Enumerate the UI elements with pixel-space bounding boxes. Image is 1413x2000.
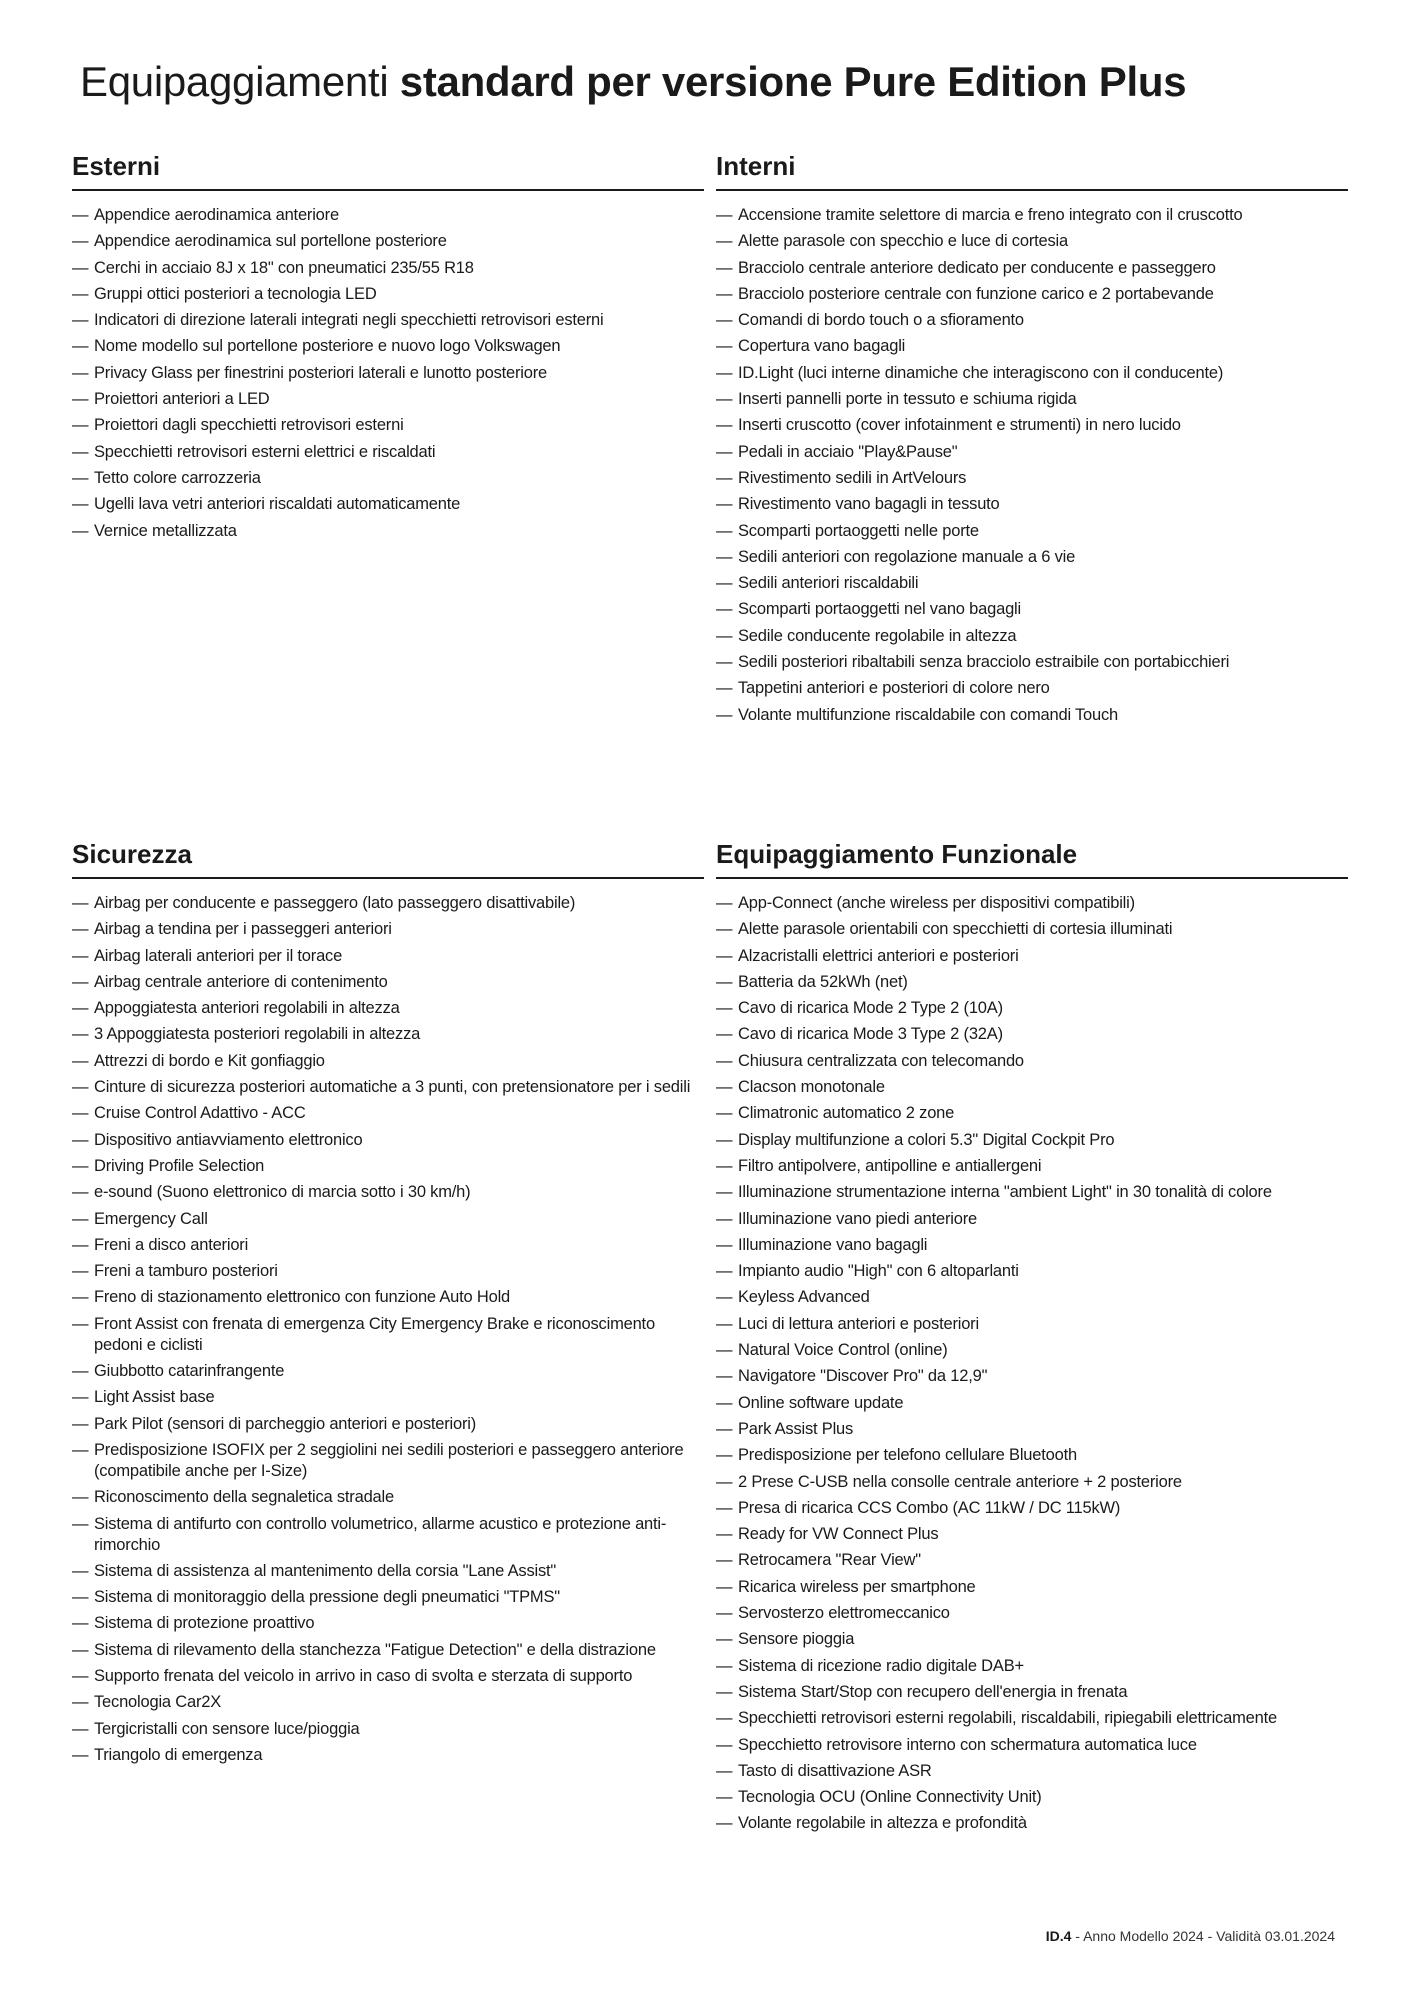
item-list [716,191,1348,726]
list-item: — Freno di stazionamento elettronico con funzione Auto Hold [72,1287,704,1308]
list-item: — Volante regolabile in altezza e profondità [716,1813,1348,1834]
list-item: — Keyless Advanced [716,1287,1348,1308]
list-item: — Bracciolo posteriore centrale con funzione carico e 2 portabevande [716,284,1348,305]
list-item: — e-sound (Suono elettronico di marcia sotto i 30 km/h) [72,1182,704,1203]
list-item: — Appendice aerodinamica sul portellone posteriore [72,231,704,252]
list-item: — Sistema di ricezione radio digitale DAB+ [716,1656,1348,1677]
list-item: — Filtro antipolvere, antipolline e antiallergeni [716,1156,1348,1177]
list-item: — Proiettori anteriori a LED [72,389,704,410]
list-item: — Privacy Glass per finestrini posteriori laterali e lunotto posteriore [72,363,704,384]
list-item: — Illuminazione vano piedi anteriore [716,1209,1348,1230]
list-item: — Airbag laterali anteriori per il torace [72,946,704,967]
item-list [72,879,704,1766]
list-item: — 2 Prese C-USB nella consolle centrale anteriore + 2 posteriore [716,1472,1348,1493]
list-item: — Ugelli lava vetri anteriori riscaldati automaticamente [72,494,704,515]
list-item: — Sistema di antifurto con controllo volumetrico, allarme acustico e protezione anti-rimorchio [72,1514,704,1556]
list-item: — Sistema di rilevamento della stanchezza "Fatigue Detection" e della distrazione [72,1640,704,1661]
list-item: — Online software update [716,1393,1348,1414]
list-item: — Giubbotto catarinfrangente [72,1361,704,1382]
list-item: — Airbag centrale anteriore di contenimento [72,972,704,993]
list-item: — Light Assist base [72,1387,704,1408]
section-heading: Interni [716,146,1348,191]
list-item: — Sedile conducente regolabile in altezza [716,626,1348,647]
section-esterni [72,146,704,547]
footer [1046,1928,1335,1944]
list-item: — Navigatore "Discover Pro" da 12,9" [716,1366,1348,1387]
list-item: — Indicatori di direzione laterali integrati negli specchietti retrovisori esterni [72,310,704,331]
list-item: — App-Connect (anche wireless per dispositivi compatibili) [716,893,1348,914]
footer-text: - Anno Modello 2024 - Validità 03.01.2024 [1071,1928,1335,1944]
list-item: — Clacson monotonale [716,1077,1348,1098]
list-item: — Tergicristalli con sensore luce/pioggia [72,1719,704,1740]
list-item: — Bracciolo centrale anteriore dedicato per conducente e passeggero [716,258,1348,279]
section-interni [716,146,1348,731]
list-item: — Accensione tramite selettore di marcia e freno integrato con il cruscotto [716,205,1348,226]
list-item: — ID.Light (luci interne dinamiche che interagiscono con il conducente) [716,363,1348,384]
list-item: — Ricarica wireless per smartphone [716,1577,1348,1598]
list-item: — Cavo di ricarica Mode 3 Type 2 (32A) [716,1024,1348,1045]
list-item: — Illuminazione strumentazione interna "ambient Light" in 30 tonalità di colore [716,1182,1348,1203]
list-item: — Sistema di assistenza al mantenimento della corsia "Lane Assist" [72,1561,704,1582]
list-item: — Cavo di ricarica Mode 2 Type 2 (10A) [716,998,1348,1019]
list-item: — Tecnologia Car2X [72,1692,704,1713]
list-item: — Proiettori dagli specchietti retrovisori esterni [72,415,704,436]
list-item: — Appoggiatesta anteriori regolabili in altezza [72,998,704,1019]
list-item: — Tappetini anteriori e posteriori di colore nero [716,678,1348,699]
list-item: — Climatronic automatico 2 zone [716,1103,1348,1124]
list-item: — Cerchi in acciaio 8J x 18" con pneumatici 235/55 R18 [72,258,704,279]
list-item: — Scomparti portaoggetti nelle porte [716,521,1348,542]
list-item: — Specchietto retrovisore interno con schermatura automatica luce [716,1735,1348,1756]
list-item: — Ready for VW Connect Plus [716,1524,1348,1545]
list-item: — Tecnologia OCU (Online Connectivity Unit) [716,1787,1348,1808]
section-sicurezza [72,834,704,1771]
list-item: — Sensore pioggia [716,1629,1348,1650]
list-item: — Retrocamera "Rear View" [716,1550,1348,1571]
section-heading: Equipaggiamento Funzionale [716,834,1348,879]
list-item: — Specchietti retrovisori esterni regolabili, riscaldabili, ripiegabili elettricamente [716,1708,1348,1729]
list-item: — Alette parasole orientabili con specchietti di cortesia illuminati [716,919,1348,940]
list-item: — Predisposizione per telefono cellulare Bluetooth [716,1445,1348,1466]
list-item: — Airbag a tendina per i passeggeri anteriori [72,919,704,940]
list-item: — Natural Voice Control (online) [716,1340,1348,1361]
list-item: — Supporto frenata del veicolo in arrivo in caso di svolta e sterzata di supporto [72,1666,704,1687]
footer-model: ID.4 [1045,1928,1072,1944]
list-item: — Sedili anteriori riscaldabili [716,573,1348,594]
list-item: — Front Assist con frenata di emergenza City Emergency Brake e riconoscimento pedoni e ciclisti [72,1314,704,1356]
list-item: — Attrezzi di bordo e Kit gonfiaggio [72,1051,704,1072]
page-title [80,52,1186,112]
list-item: — Comandi di bordo touch o a sfioramento [716,310,1348,331]
list-item: — Sedili anteriori con regolazione manuale a 6 vie [716,547,1348,568]
list-item: — 3 Appoggiatesta posteriori regolabili in altezza [72,1024,704,1045]
list-item: — Illuminazione vano bagagli [716,1235,1348,1256]
list-item: — Triangolo di emergenza [72,1745,704,1766]
list-item: — Sistema di protezione proattivo [72,1613,704,1634]
list-item: — Specchietti retrovisori esterni elettrici e riscaldati [72,442,704,463]
list-item: — Chiusura centralizzata con telecomando [716,1051,1348,1072]
list-item: — Copertura vano bagagli [716,336,1348,357]
list-item: — Alzacristalli elettrici anteriori e posteriori [716,946,1348,967]
list-item: — Sistema Start/Stop con recupero dell'energia in frenata [716,1682,1348,1703]
list-item: — Pedali in acciaio "Play&Pause" [716,442,1348,463]
section-equipaggiamento-funzionale [716,834,1348,1840]
page-title-light: Equipaggiamenti [80,58,400,105]
list-item: — Servosterzo elettromeccanico [716,1603,1348,1624]
list-item: — Sistema di monitoraggio della pressione degli pneumatici "TPMS" [72,1587,704,1608]
list-item: — Inserti pannelli porte in tessuto e schiuma rigida [716,389,1348,410]
page-title-bold: standard per versione Pure Edition Plus [399,58,1187,105]
list-item: — Park Assist Plus [716,1419,1348,1440]
list-item: — Display multifunzione a colori 5.3" Digital Cockpit Pro [716,1130,1348,1151]
list-item: — Rivestimento vano bagagli in tessuto [716,494,1348,515]
list-item: — Rivestimento sedili in ArtVelours [716,468,1348,489]
list-item: — Impianto audio "High" con 6 altoparlanti [716,1261,1348,1282]
list-item: — Gruppi ottici posteriori a tecnologia LED [72,284,704,305]
list-item: — Batteria da 52kWh (net) [716,972,1348,993]
list-item: — Tasto di disattivazione ASR [716,1761,1348,1782]
item-list [716,879,1348,1834]
list-item: — Appendice aerodinamica anteriore [72,205,704,226]
list-item: — Park Pilot (sensori di parcheggio anteriori e posteriori) [72,1414,704,1435]
list-item: — Riconoscimento della segnaletica stradale [72,1487,704,1508]
list-item: — Driving Profile Selection [72,1156,704,1177]
list-item: — Airbag per conducente e passeggero (lato passeggero disattivabile) [72,893,704,914]
item-list [72,191,704,542]
list-item: — Sedili posteriori ribaltabili senza bracciolo estraibile con portabicchieri [716,652,1348,673]
list-item: — Cruise Control Adattivo - ACC [72,1103,704,1124]
list-item: — Volante multifunzione riscaldabile con comandi Touch [716,705,1348,726]
list-item: — Alette parasole con specchio e luce di cortesia [716,231,1348,252]
list-item: — Dispositivo antiavviamento elettronico [72,1130,704,1151]
section-heading: Sicurezza [72,834,704,879]
list-item: — Scomparti portaoggetti nel vano bagagli [716,599,1348,620]
list-item: — Tetto colore carrozzeria [72,468,704,489]
section-heading: Esterni [72,146,704,191]
list-item: — Emergency Call [72,1209,704,1230]
list-item: — Inserti cruscotto (cover infotainment e strumenti) in nero lucido [716,415,1348,436]
list-item: — Freni a disco anteriori [72,1235,704,1256]
list-item: — Vernice metallizzata [72,521,704,542]
list-item: — Luci di lettura anteriori e posteriori [716,1314,1348,1335]
list-item: — Freni a tamburo posteriori [72,1261,704,1282]
list-item: — Nome modello sul portellone posteriore e nuovo logo Volkswagen [72,336,704,357]
list-item: — Cinture di sicurezza posteriori automatiche a 3 punti, con pretensionatore per i sedili [72,1077,704,1098]
list-item: — Presa di ricarica CCS Combo (AC 11kW / DC 115kW) [716,1498,1348,1519]
list-item: — Predisposizione ISOFIX per 2 seggiolini nei sedili posteriori e passeggero anteriore (compatibile anche per I-Size) [72,1440,704,1482]
